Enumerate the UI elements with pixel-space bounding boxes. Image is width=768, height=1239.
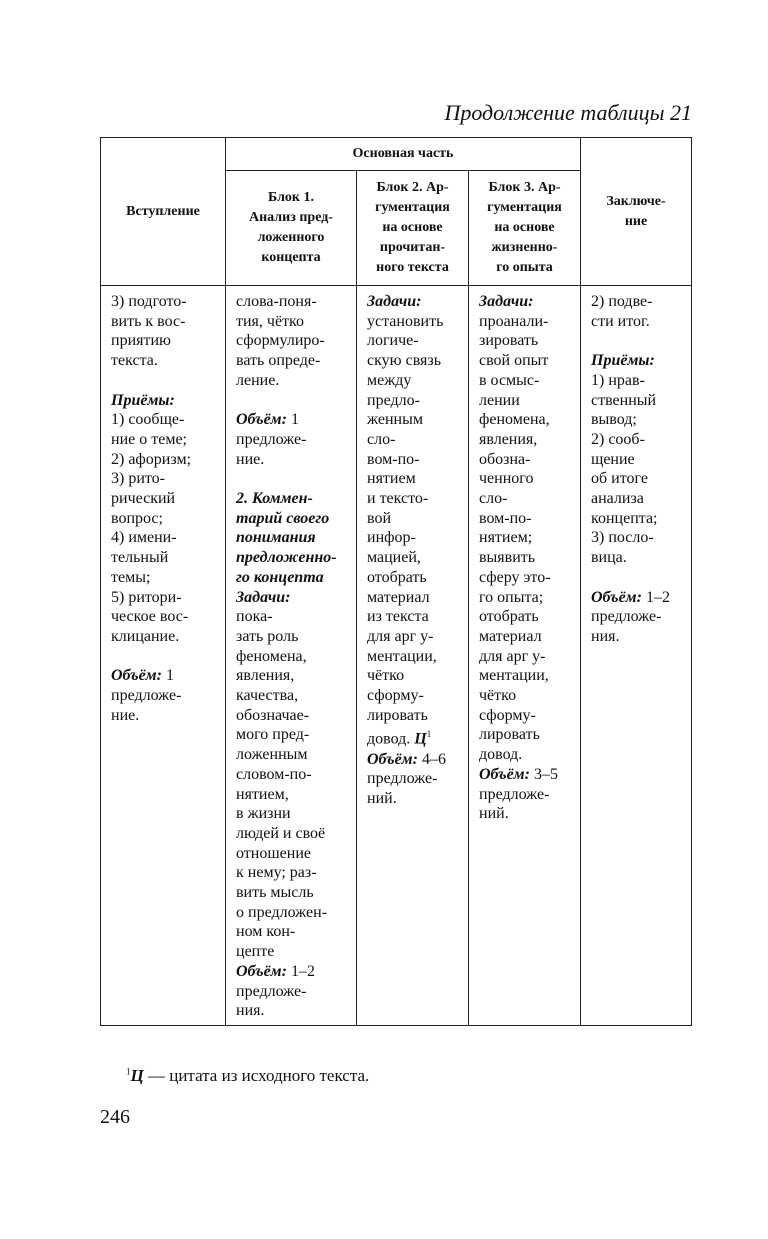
- cell-line: материал: [479, 627, 542, 645]
- cell-line: 3) рито-: [111, 470, 165, 488]
- cell-line: нятием,: [236, 785, 289, 803]
- cell-line: го концепта: [236, 568, 324, 586]
- cell-line: феномена,: [479, 411, 550, 429]
- cell-line: между: [367, 371, 412, 389]
- cell-line: материал: [367, 588, 430, 606]
- cell-line: ментации,: [367, 647, 437, 665]
- cell-line: ческое вос-: [111, 608, 189, 626]
- cell-line: вица.: [591, 549, 627, 567]
- cell-line: людей и своё: [236, 824, 326, 842]
- cell-line: 1) сообще-: [111, 411, 185, 429]
- cell-line: к нему; раз-: [236, 864, 317, 882]
- cell-line: 2. Коммен-: [236, 490, 313, 507]
- cell-intro: [101, 286, 226, 1026]
- cell-line: вом-по-: [479, 509, 532, 527]
- cell-line: Объём: 4–6: [367, 750, 446, 768]
- header-block-3: Блок 3. Ар- гументация на основе жизненно- го опыта: [469, 171, 581, 286]
- cell-line: чётко: [479, 687, 517, 705]
- cell-line: ственный: [591, 391, 657, 409]
- cell-line: явления,: [479, 430, 538, 448]
- cell-line: Приёмы:: [111, 391, 175, 409]
- cell-line: лении: [479, 391, 520, 409]
- cell-line: в осмыс-: [479, 371, 540, 389]
- cell-line: чётко: [367, 667, 405, 685]
- cell-line: лировать: [479, 726, 540, 744]
- cell-line: Объём: 1–2: [236, 962, 315, 980]
- cell-line: сло-: [479, 490, 508, 508]
- cell-line: понимания: [236, 529, 316, 547]
- cell-line: [111, 371, 219, 391]
- cell-line: ния.: [236, 1002, 265, 1020]
- cell-line: для арг у-: [479, 647, 546, 665]
- header-intro: Вступление: [101, 138, 226, 286]
- cell-line: Объём: 1: [111, 667, 174, 685]
- cell-line: о предложен-: [236, 903, 328, 921]
- cell-line: вать опреде-: [236, 352, 321, 370]
- cell-line: зировать: [479, 332, 539, 350]
- cell-line: отобрать: [367, 568, 427, 586]
- cell-line: проанали-: [479, 312, 549, 330]
- cell-line: Задачи:: [236, 588, 291, 606]
- cell-line: сло-: [367, 430, 396, 448]
- cell-line: в жизни: [236, 805, 291, 823]
- cell-line: об итоге: [591, 470, 648, 488]
- cell-line: 2) подве-: [591, 293, 653, 310]
- cell-line: вом-по-: [367, 450, 420, 468]
- cell-line: мацией,: [367, 549, 421, 567]
- cell-line: ния.: [591, 627, 620, 645]
- cell-line: 1) нрав-: [591, 371, 645, 389]
- cell-line: темы;: [111, 568, 151, 586]
- cell-line: выявить: [479, 549, 536, 567]
- footnote-mark: 1: [126, 1066, 131, 1077]
- cell-line: сти итог.: [591, 312, 650, 330]
- cell-line: вой: [367, 509, 392, 527]
- cell-line: 2) афоризм;: [111, 450, 192, 468]
- cell-line: рический: [111, 490, 176, 508]
- cell-line: предложе-: [236, 982, 307, 1000]
- cell-line: зать роль: [236, 627, 299, 645]
- cell-line: 2) сооб-: [591, 430, 645, 448]
- cell-line: Приёмы:: [591, 352, 655, 370]
- cell-line: клицание.: [111, 627, 180, 645]
- cell-line: ние.: [111, 706, 140, 724]
- cell-line: [591, 331, 685, 351]
- header-conclusion: Заключе- ние: [581, 138, 692, 286]
- cell-line: анализа: [591, 490, 644, 508]
- cell-line: для арг у-: [367, 627, 434, 645]
- cell-line: [591, 568, 685, 588]
- cell-line: ченного: [479, 470, 534, 488]
- table-row: [101, 286, 692, 1026]
- cell-line: Задачи:: [367, 293, 422, 310]
- cell-line: ние.: [236, 450, 265, 468]
- cell-line: логиче-: [367, 332, 419, 350]
- cell-line: тия, чётко: [236, 312, 305, 330]
- cell-line: установить: [367, 312, 444, 330]
- cell-line: [236, 469, 350, 489]
- cell-block-2: [357, 286, 469, 1026]
- cell-line: цепте: [236, 943, 275, 961]
- cell-line: отношение: [236, 844, 311, 862]
- cell-line: 5) ритори-: [111, 588, 182, 606]
- cell-line: из текста: [367, 608, 429, 626]
- cell-line: предложе-: [479, 785, 550, 803]
- cell-line: предложенно-: [236, 549, 337, 567]
- lesson-structure-table: [100, 137, 692, 1026]
- header-block-2: Блок 2. Ар- гументация на основе прочитан- ного текста: [357, 171, 469, 286]
- cell-line: качества,: [236, 687, 299, 705]
- footnote-text: — цитата из исходного текста.: [143, 1066, 370, 1085]
- cell-line: обозначае-: [236, 706, 310, 724]
- table-caption: Продолжение таблицы 21: [444, 100, 692, 125]
- cell-line: [236, 391, 350, 411]
- cell-line: свой опыт: [479, 352, 549, 370]
- cell-line: тарий своего: [236, 509, 330, 527]
- cell-line: 4) имени-: [111, 529, 177, 547]
- cell-line: концепта;: [591, 509, 658, 527]
- cell-line: предложе-: [236, 430, 307, 448]
- cell-line: Объём: 3–5: [479, 765, 558, 783]
- cell-line: ложенным: [236, 746, 308, 764]
- header-block-1: Блок 1. Анализ пред- ложенного концепта: [226, 171, 357, 286]
- cell-line: вить мысль: [236, 884, 314, 902]
- cell-line: словом-по-: [236, 765, 312, 783]
- cell-line: сферу это-: [479, 568, 551, 586]
- cell-line: Задачи:: [479, 293, 534, 310]
- cell-line: вить к вос-: [111, 312, 186, 330]
- cell-line: слова-поня-: [236, 293, 317, 310]
- cell-block-3: [469, 286, 581, 1026]
- cell-line: инфор-: [367, 529, 416, 547]
- cell-line: ментации,: [479, 667, 549, 685]
- page-number: 246: [100, 1106, 130, 1128]
- cell-line: го опыта;: [479, 588, 544, 606]
- cell-line: 3) подгото-: [111, 293, 187, 310]
- cell-line: и тексто-: [367, 490, 429, 508]
- cell-line: щение: [591, 450, 635, 468]
- cell-line: сформулиро-: [236, 332, 325, 350]
- cell-line: мого пред-: [236, 726, 310, 744]
- footnote: [126, 1066, 369, 1086]
- cell-line: Объём: 1–2: [591, 588, 670, 606]
- cell-line: пока-: [236, 608, 273, 626]
- cell-line: вывод;: [591, 411, 637, 429]
- cell-conclusion: [581, 286, 692, 1026]
- cell-line: отобрать: [479, 608, 539, 626]
- cell-line: текста.: [111, 352, 158, 370]
- cell-line: ление.: [236, 371, 280, 389]
- cell-line: Объём: 1: [236, 411, 299, 429]
- cell-line: довод.: [479, 746, 523, 764]
- cell-line: ний.: [479, 805, 509, 823]
- cell-line: сформу-: [479, 706, 536, 724]
- cell-line: предложе-: [367, 770, 438, 788]
- cell-line: тельный: [111, 549, 169, 567]
- cell-line: женным: [367, 411, 423, 429]
- cell-line: приятию: [111, 332, 171, 350]
- cell-line: нятием;: [479, 529, 533, 547]
- cell-line: [111, 647, 219, 667]
- header-main-part: Основная часть: [226, 138, 581, 171]
- cell-line: нятием: [367, 470, 416, 488]
- cell-block-1: [226, 286, 357, 1026]
- cell-line: ном кон-: [236, 923, 296, 941]
- cell-line: предло-: [367, 391, 420, 409]
- cell-line: феномена,: [236, 647, 307, 665]
- cell-line: явления,: [236, 667, 295, 685]
- cell-line: лировать: [367, 706, 428, 724]
- cell-line: 3) посло-: [591, 529, 654, 547]
- cell-line: ние о теме;: [111, 430, 187, 448]
- footnote-letter: Ц: [130, 1066, 144, 1085]
- cell-line: обозна-: [479, 450, 531, 468]
- cell-line: вопрос;: [111, 509, 163, 527]
- cell-line: сформу-: [367, 687, 424, 705]
- cell-line: предложе-: [591, 608, 662, 626]
- cell-line: предложе-: [111, 687, 182, 705]
- cell-line: довод. $Ц^1$: [367, 729, 432, 748]
- cell-line: ний.: [367, 789, 397, 807]
- cell-line: скую связь: [367, 352, 442, 370]
